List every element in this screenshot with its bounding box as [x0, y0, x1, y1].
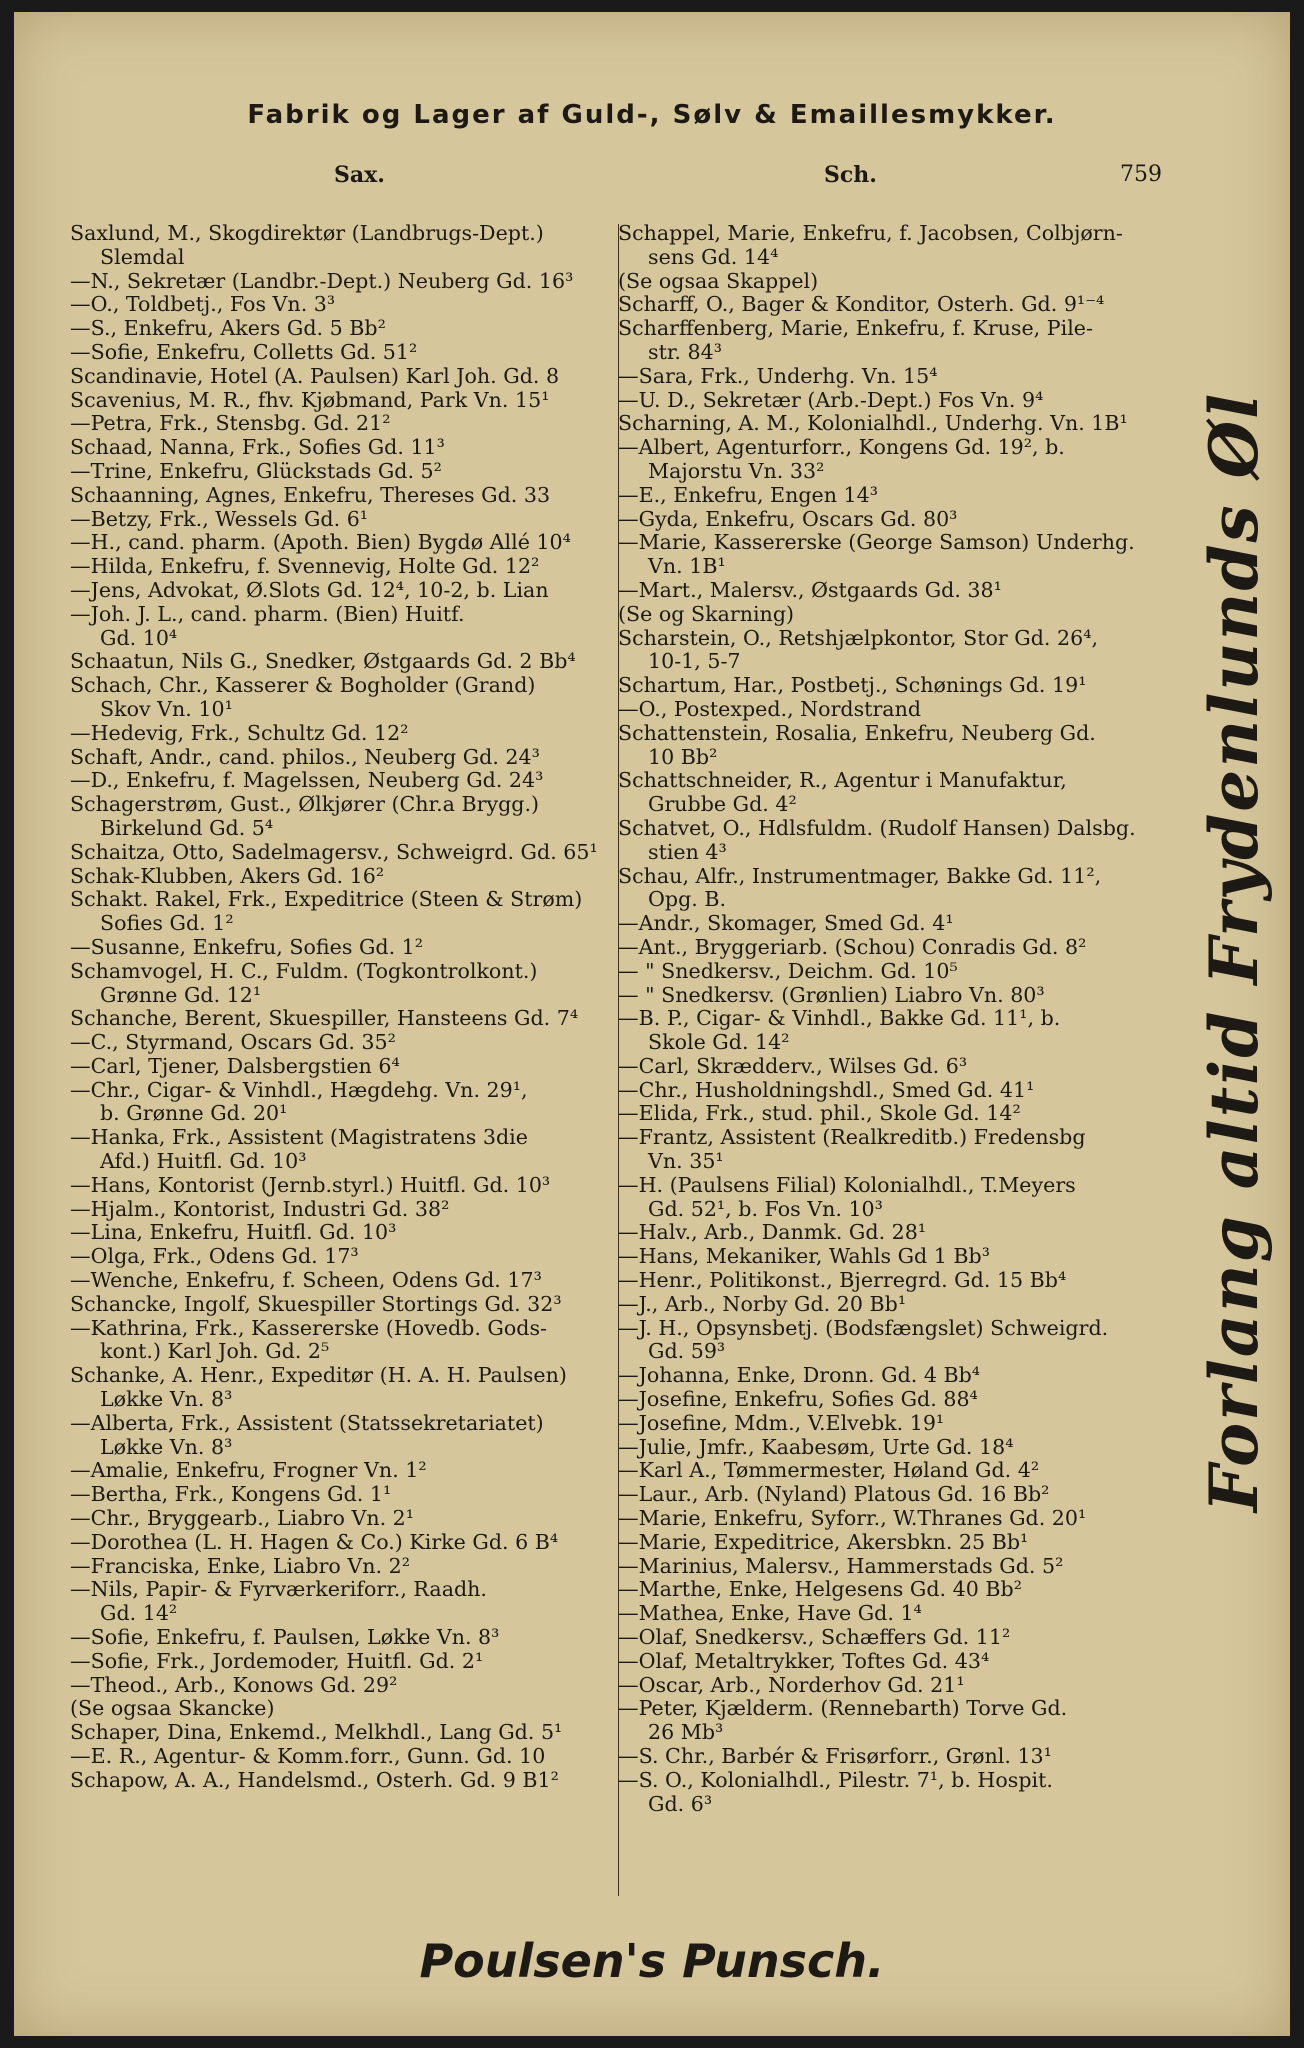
directory-entry-line: —Nils, Papir- & Fyrværkeriforr., Raadh.	[70, 1577, 487, 1602]
directory-entry-line: Schanke, A. Henr., Expeditør (H. A. H. Paulsen)	[70, 1363, 567, 1388]
directory-entry-line: Slemdal	[100, 244, 185, 269]
directory-entry-line: —O., Postexped., Nordstrand	[618, 696, 922, 721]
side-advertisement-text: Forlang altid Frydenlunds Øl	[1195, 391, 1273, 1513]
directory-entry-line: 10-1, 5-7	[648, 649, 741, 674]
directory-entry-line: —Marie, Enkefru, Syforr., W.Thranes Gd. 20¹	[618, 1506, 1087, 1531]
directory-entry-line: Scandinavie, Hotel (A. Paulsen) Karl Joh. Gd. 8	[70, 363, 560, 388]
directory-entry-line: Schattschneider, R., Agentur i Manufaktur,	[618, 768, 1067, 793]
directory-entry-line: —C., Styrmand, Oscars Gd. 35²	[70, 1030, 396, 1055]
directory-entry-line: —Bertha, Frk., Kongens Gd. 1¹	[70, 1482, 392, 1507]
directory-entry-line: —Carl, Tjener, Dalsbergstien 6⁴	[70, 1053, 400, 1078]
directory-entry-line: —H., cand. pharm. (Apoth. Bien) Bygdø Allé 10⁴	[70, 530, 571, 555]
directory-entry-line: Schaad, Nanna, Frk., Sofies Gd. 11³	[70, 435, 445, 460]
directory-entry-line: Gd. 52¹, b. Fos Vn. 10³	[648, 1196, 883, 1221]
directory-entry-line: —Susanne, Enkefru, Sofies Gd. 1²	[70, 934, 424, 959]
directory-entry-line: Schaanning, Agnes, Enkefru, Thereses Gd. 33	[70, 482, 551, 507]
directory-entry-line: —Mathea, Enke, Have Gd. 1⁴	[618, 1601, 922, 1626]
directory-entry-line: —Andr., Skomager, Smed Gd. 4¹	[618, 911, 954, 936]
directory-entry-line: —Lina, Enkefru, Huitfl. Gd. 10³	[70, 1220, 397, 1245]
directory-entry-line: Scavenius, M. R., fhv. Kjøbmand, Park Vn. 15¹	[70, 387, 550, 412]
directory-entry-line: —Hans, Mekaniker, Wahls Gd 1 Bb³	[618, 1244, 990, 1269]
directory-entry-line: —Sara, Frk., Underhg. Vn. 15⁴	[618, 363, 938, 388]
right-column	[618, 222, 1178, 1816]
directory-entry-line: —Theod., Arb., Konows Gd. 29²	[70, 1672, 398, 1697]
directory-entry-line: —S. O., Kolonialhdl., Pilestr. 7¹, b. Hospit.	[618, 1767, 1053, 1792]
directory-entry-line: Schartum, Har., Postbetj., Schønings Gd. 19¹	[618, 673, 1087, 698]
directory-entry-line: —Joh. J. L., cand. pharm. (Bien) Huitf.	[70, 601, 465, 626]
directory-entry-line: Scharff, O., Bager & Konditor, Osterh. Gd. 9¹⁻⁴	[618, 292, 1105, 317]
directory-entry-line: Gd. 10⁴	[100, 625, 178, 650]
directory-entry-line: —Josefine, Enkefru, Sofies Gd. 88⁴	[618, 1387, 978, 1412]
directory-entry-line: —Oscar, Arb., Norderhov Gd. 21¹	[618, 1672, 965, 1697]
directory-entry-line: Schaitza, Otto, Sadelmagersv., Schweigrd. Gd. 65¹	[70, 839, 598, 864]
directory-entry-line: Vn. 35¹	[648, 1149, 724, 1174]
directory-entry-line: b. Grønne Gd. 20¹	[100, 1101, 288, 1126]
directory-entry-line: str. 84³	[648, 339, 722, 364]
directory-entry-line: Scharstein, O., Retshjælpkontor, Stor Gd. 26⁴,	[618, 625, 1099, 650]
directory-entry-line: —J., Arb., Norby Gd. 20 Bb¹	[618, 1291, 907, 1316]
directory-entry-line: —Josefine, Mdm., V.Elvebk. 19¹	[618, 1410, 945, 1435]
directory-entry-line: —Wenche, Enkefru, f. Scheen, Odens Gd. 17³	[70, 1268, 542, 1293]
directory-entry-line: —Henr., Politikonst., Bjerregrd. Gd. 15 Bb⁴	[618, 1268, 1067, 1293]
directory-entry-line: —Marthe, Enke, Helgesens Gd. 40 Bb²	[618, 1577, 1022, 1602]
side-advertisement	[1164, 391, 1304, 1513]
directory-entry-line: Schakt. Rakel, Frk., Expeditrice (Steen & Strøm)	[70, 887, 583, 912]
directory-entry-line: —Amalie, Enkefru, Frogner Vn. 1²	[70, 1458, 427, 1483]
directory-entry-line: —D., Enkefru, f. Magelssen, Neuberg Gd. 24³	[70, 768, 544, 793]
directory-entry-line: —Dorothea (L. H. Hagen & Co.) Kirke Gd. 6 B⁴	[70, 1529, 559, 1554]
top-advertisement: Fabrik og Lager af Guld-, Sølv & Emaillesmykker.	[247, 100, 1057, 130]
directory-entry-line: —Olaf, Snedkersv., Schæffers Gd. 11²	[618, 1625, 1011, 1650]
directory-entry-line: —S., Enkefru, Akers Gd. 5 Bb²	[70, 316, 386, 341]
directory-entry-line: —Julie, Jmfr., Kaabesøm, Urte Gd. 18⁴	[618, 1434, 1014, 1459]
directory-entry-line: —B. P., Cigar- & Vinhdl., Bakke Gd. 11¹, b.	[618, 1006, 1061, 1031]
directory-entry-line: —Franciska, Enke, Liabro Vn. 2²	[70, 1553, 410, 1578]
directory-entry-line: —H. (Paulsens Filial) Kolonialhdl., T.Meyers	[618, 1172, 1076, 1197]
directory-entry-line: Schapow, A. A., Handelsmd., Osterh. Gd. 9 B1²	[70, 1767, 559, 1792]
directory-entry-line: —N., Sekretær (Landbr.-Dept.) Neuberg Gd. 16³	[70, 268, 574, 293]
directory-entry-line: Schaft, Andr., cand. philos., Neuberg Gd. 24³	[70, 744, 540, 769]
directory-entry-line: Schamvogel, H. C., Fuldm. (Togkontrolkont.)	[70, 958, 538, 983]
directory-entry-line: Majorstu Vn. 33²	[648, 458, 825, 483]
directory-entry-line: —Chr., Husholdningshdl., Smed Gd. 41¹	[618, 1077, 1035, 1102]
left-guide-word: Sax.	[334, 162, 385, 188]
directory-entry-line: —Frantz, Assistent (Realkreditb.) Fredensbg	[618, 1125, 1086, 1150]
directory-entry-line: —Marie, Kassererske (George Samson) Underhg.	[618, 530, 1135, 555]
directory-entry-line: —Peter, Kjælderm. (Rennebarth) Torve Gd.	[618, 1696, 1068, 1721]
directory-entry-line: Scharning, A. M., Kolonialhdl., Underhg. Vn. 1B¹	[618, 411, 1128, 436]
directory-entry-line: Schagerstrøm, Gust., Ølkjører (Chr.a Brygg.)	[70, 792, 540, 817]
directory-entry-line: —Halv., Arb., Danmk. Gd. 28¹	[618, 1220, 927, 1245]
directory-entry-line: —E. R., Agentur- & Komm.forr., Gunn. Gd. 10	[70, 1744, 546, 1768]
directory-entry-line: —Hjalm., Kontorist, Industri Gd. 38²	[70, 1196, 450, 1221]
directory-entry-line: Grønne Gd. 12¹	[100, 982, 262, 1007]
directory-entry-line: Gd. 14²	[100, 1601, 178, 1626]
directory-entry-line: —Hedevig, Frk., Schultz Gd. 12²	[70, 720, 409, 745]
directory-entry-line: Gd. 59³	[648, 1339, 726, 1364]
directory-entry-line: —Betzy, Frk., Wessels Gd. 6¹	[70, 506, 369, 531]
directory-entry-line: (Se ogsaa Skancke)	[70, 1696, 275, 1721]
directory-entry-line: Afd.) Huitfl. Gd. 10³	[100, 1149, 307, 1174]
directory-entry-line: — " Snedkersv., Deichm. Gd. 10⁵	[618, 958, 958, 983]
directory-entry-line: Schak-Klubben, Akers Gd. 16²	[70, 863, 385, 888]
directory-entry-line: —Laur., Arb. (Nyland) Platous Gd. 16 Bb²	[618, 1482, 1050, 1507]
directory-entry-line: 26 Mb³	[648, 1720, 724, 1745]
directory-entry-line: Schancke, Ingolf, Skuespiller Stortings Gd. 32³	[70, 1291, 562, 1316]
directory-entry-line: —Elida, Frk., stud. phil., Skole Gd. 14²	[618, 1101, 1021, 1126]
directory-page	[14, 12, 1290, 2036]
directory-entry-line: sens Gd. 14⁴	[648, 244, 779, 269]
directory-entry-line: —Hans, Kontorist (Jernb.styrl.) Huitfl. Gd. 10³	[70, 1172, 551, 1197]
directory-entry-line: Løkke Vn. 8³	[100, 1434, 233, 1459]
directory-entry-line: (Se og Skarning)	[618, 601, 795, 626]
directory-entry-line: —Petra, Frk., Stensbg. Gd. 21²	[70, 411, 391, 436]
directory-entry-line: —Johanna, Enke, Dronn. Gd. 4 Bb⁴	[618, 1363, 981, 1388]
directory-entry-line: —Kathrina, Frk., Kassererske (Hovedb. Gods-	[70, 1315, 547, 1340]
directory-entry-line: Løkke Vn. 8³	[100, 1387, 233, 1412]
directory-entry-line: Skole Gd. 14²	[648, 1030, 790, 1055]
directory-entry-line: —Ant., Bryggeriarb. (Schou) Conradis Gd. 8²	[618, 934, 1087, 959]
directory-entry-line: — " Snedkersv. (Grønlien) Liabro Vn. 80³	[618, 982, 1045, 1007]
directory-entry-line: —Trine, Enkefru, Glückstads Gd. 5²	[70, 458, 442, 483]
directory-entry-line: Saxlund, M., Skogdirektør (Landbrugs-Dept.)	[70, 221, 544, 245]
directory-entry-line: Schach, Chr., Kasserer & Bogholder (Grand)	[70, 673, 536, 698]
directory-entry-line: Opg. B.	[648, 887, 727, 912]
directory-entry-line: —O., Toldbetj., Fos Vn. 3³	[70, 292, 336, 317]
left-column	[70, 222, 620, 1793]
bottom-advertisement: Poulsen's Punsch.	[419, 1934, 885, 1988]
directory-entry-line: —Chr., Bryggearb., Liabro Vn. 2¹	[70, 1506, 415, 1531]
directory-entry-line: —Chr., Cigar- & Vinhdl., Hægdehg. Vn. 29¹,	[70, 1077, 528, 1102]
directory-entry-line: Birkelund Gd. 5⁴	[100, 815, 274, 840]
directory-entry-line: Schaper, Dina, Enkemd., Melkhdl., Lang Gd. 5¹	[70, 1720, 563, 1745]
directory-entry-line: Scharffenberg, Marie, Enkefru, f. Kruse, Pile-	[618, 316, 1093, 341]
directory-entry-line: —Mart., Malersv., Østgaards Gd. 38¹	[618, 577, 1002, 602]
directory-entry-line: Schappel, Marie, Enkefru, f. Jacobsen, Colbjørn-	[618, 221, 1123, 245]
directory-entry-line: stien 4³	[648, 839, 727, 864]
directory-entry-line: —Olaf, Metaltrykker, Toftes Gd. 43⁴	[618, 1648, 990, 1673]
directory-entry-line: —Marinius, Malersv., Hammerstads Gd. 5²	[618, 1553, 1064, 1578]
directory-entry-line: —Marie, Expeditrice, Akersbkn. 25 Bb¹	[618, 1529, 1029, 1554]
page-number: 759	[1120, 162, 1162, 187]
directory-entry-line: Skov Vn. 10¹	[100, 696, 233, 721]
directory-entry-line: Schanche, Berent, Skuespiller, Hansteens Gd. 7⁴	[70, 1006, 579, 1031]
directory-entry-line: —E., Enkefru, Engen 14³	[618, 482, 878, 507]
directory-entry-line: Schatvet, O., Hdlsfuldm. (Rudolf Hansen) Dalsbg.	[618, 815, 1136, 840]
directory-entry-line: Sofies Gd. 1²	[100, 911, 234, 936]
directory-entry-line: —Olga, Frk., Odens Gd. 17³	[70, 1244, 359, 1269]
directory-entry-line: Schau, Alfr., Instrumentmager, Bakke Gd. 11²,	[618, 863, 1102, 888]
directory-entry-line: —U. D., Sekretær (Arb.-Dept.) Fos Vn. 9⁴	[618, 387, 1044, 412]
directory-entry-line: 10 Bb²	[648, 744, 718, 769]
directory-entry-line: —Karl A., Tømmermester, Høland Gd. 4²	[618, 1458, 1040, 1483]
directory-entry-line: —Sofie, Enkefru, f. Paulsen, Løkke Vn. 8³	[70, 1625, 500, 1650]
directory-entry-line: Vn. 1B¹	[648, 554, 726, 579]
directory-entry-line: —Hanka, Frk., Assistent (Magistratens 3die	[70, 1125, 528, 1150]
directory-entry-line: —Sofie, Frk., Jordemoder, Huitfl. Gd. 2¹	[70, 1648, 484, 1673]
directory-entry-line: —Sofie, Enkefru, Colletts Gd. 51²	[70, 339, 418, 364]
directory-entry-line: —Carl, Skrædderv., Wilses Gd. 6³	[618, 1053, 968, 1078]
directory-entry-line: (Se ogsaa Skappel)	[618, 268, 819, 293]
directory-entry-line: —J. H., Opsynsbetj. (Bodsfængslet) Schweigrd.	[618, 1315, 1109, 1340]
directory-entry-line: —S. Chr., Barbér & Frisørforr., Grønl. 13¹	[618, 1744, 1052, 1768]
directory-entry-line: —Hilda, Enkefru, f. Svennevig, Holte Gd. 12²	[70, 554, 540, 579]
directory-entry-line: —Alberta, Frk., Assistent (Statssekretariatet)	[70, 1410, 544, 1435]
directory-entry-line: Schattenstein, Rosalia, Enkefru, Neuberg Gd.	[618, 720, 1096, 745]
right-guide-word: Sch.	[824, 162, 877, 188]
directory-entry-line: Grubbe Gd. 4²	[648, 792, 797, 817]
directory-entry-line: Gd. 6³	[648, 1791, 713, 1816]
directory-entry-line: —Jens, Advokat, Ø.Slots Gd. 12⁴, 10-2, b. Lian	[70, 577, 549, 602]
directory-entry-line: —Gyda, Enkefru, Oscars Gd. 80³	[618, 506, 958, 531]
directory-entry-line: Schaatun, Nils G., Snedker, Østgaards Gd. 2 Bb⁴	[70, 649, 576, 674]
directory-entry-line: kont.) Karl Joh. Gd. 2⁵	[100, 1339, 330, 1364]
directory-entry-line: —Albert, Agenturforr., Kongens Gd. 19², b.	[618, 435, 1065, 460]
